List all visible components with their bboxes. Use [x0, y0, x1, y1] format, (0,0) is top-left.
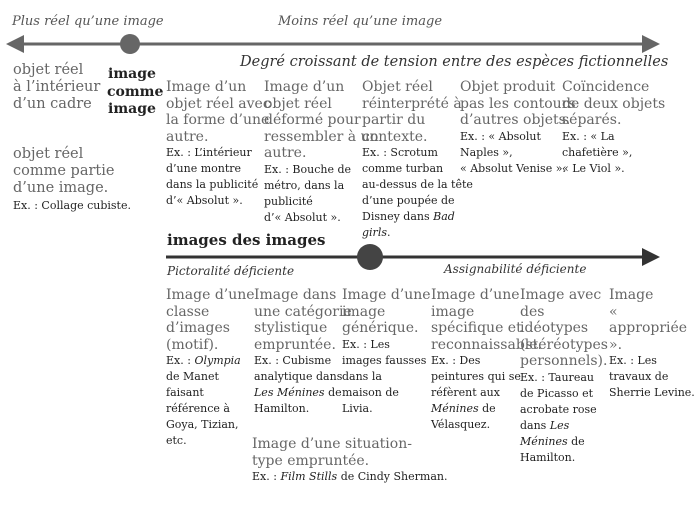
lower-column-text: image — [431, 303, 475, 320]
upper-column-text: séparés. — [562, 112, 622, 128]
upper-column-text: autre. — [264, 145, 307, 161]
lower-column-text: (motif). — [166, 336, 219, 353]
upper-column-example: Naples », — [460, 145, 513, 159]
left-item-2 — [13, 146, 131, 214]
upper-column-text: objet réel — [264, 95, 332, 112]
lower-column-example: Ménines de — [431, 402, 496, 415]
upper-column-example: Disney dans Bad — [362, 210, 455, 223]
upper-column-text: Image d’un — [264, 79, 345, 95]
image-comme-image-line: comme — [107, 83, 164, 100]
lower-column-example: Goya, Tizian, — [166, 418, 239, 431]
upper-column-text: objet réel avec — [166, 95, 271, 112]
lower-column-example: réfèrent aux — [431, 386, 500, 399]
image-comme-image-line: image — [108, 66, 156, 82]
pictoralite-label: Pictoralité déficiente — [167, 264, 295, 278]
lower-column-example: faisant — [166, 386, 204, 399]
upper-column-example: Ex. : « Absolut — [460, 129, 541, 143]
images-des-images-title: images des images — [167, 231, 326, 249]
image-comme-image — [107, 66, 164, 119]
lower-column-text: « appropriée ». — [609, 303, 688, 353]
lower-column-example: de Manet — [166, 370, 219, 383]
label-plus-reel: Plus réel qu’une image — [12, 14, 164, 29]
upper-column-text: autre. — [166, 128, 209, 145]
axis-title: Degré croissant de tension entre des espèces fictionnelles — [240, 54, 669, 70]
lower-column-text: personnels). — [520, 353, 608, 369]
lower-column-example: Ex. : Les — [609, 354, 657, 367]
upper-column — [562, 79, 665, 177]
upper-column — [166, 79, 271, 209]
lower-column — [166, 287, 255, 449]
upper-column-example: comme turban — [362, 162, 444, 175]
lower-column-text: image — [342, 303, 386, 320]
lower-column-example: travaux de — [609, 370, 669, 383]
lower-column-example: référence à — [166, 402, 230, 415]
lower-column — [609, 287, 700, 401]
left-item-2-example: Ex. : Collage cubiste. — [13, 199, 131, 212]
top-axis-left-arrowhead — [6, 35, 24, 53]
assignabilite-label: Assignabilité déficiente — [444, 262, 587, 276]
lower-column-text: (stéréotypes — [520, 336, 608, 353]
upper-column-text: ressembler à un — [264, 128, 379, 145]
upper-column-text: de deux objets — [562, 95, 666, 112]
upper-column-text: déformé pour — [264, 112, 361, 128]
upper-column-example: « Absolut Venise ». — [460, 161, 566, 175]
upper-column-example: dans la publicité — [166, 178, 259, 191]
lower-column-example: maison de — [342, 385, 399, 399]
left-item-2-line: comme partie — [13, 163, 115, 179]
left-item-1 — [13, 62, 100, 113]
situation-block — [252, 436, 447, 485]
upper-column-example: girls. — [362, 226, 391, 239]
lower-column-example: Hamilton. — [254, 402, 310, 415]
lower-column-example: de Picasso et — [520, 386, 594, 400]
lower-column-text: empruntée. — [254, 336, 336, 353]
upper-column-example: Ex. : Bouche de — [264, 162, 352, 176]
lower-column — [342, 287, 431, 417]
upper-column-text: réinterprété à — [362, 95, 462, 112]
upper-column-text: Objet réel — [362, 79, 433, 95]
lower-column-example: acrobate rose — [520, 402, 597, 416]
upper-column-example: métro, dans la — [264, 178, 345, 192]
left-item-1-line: objet réel — [13, 62, 84, 78]
upper-column-example: d’« Absolut ». — [166, 194, 243, 207]
lower-column-text: Image d’une — [431, 287, 520, 303]
upper-column-example: d’une montre — [166, 162, 242, 175]
lower-column — [520, 287, 608, 466]
upper-column-text: d’autres objets. — [460, 112, 571, 128]
label-moins-reel: Moins réel qu’une image — [278, 14, 443, 29]
upper-column-text: partir du — [362, 112, 426, 128]
left-item-2-line: objet réel — [13, 146, 84, 162]
lower-axis-arrowhead — [642, 248, 660, 266]
lower-column-example: dans Les — [520, 418, 570, 432]
lower-column-example: Ménines de — [520, 434, 585, 448]
upper-column-text: pas les contours — [460, 95, 576, 112]
upper-column-example: « Le Viol ». — [562, 161, 625, 175]
upper-column-text: Coïncidence — [562, 79, 650, 95]
lower-column-example: Ex. : Des — [431, 354, 481, 367]
left-item-2-line: d’une image. — [13, 180, 109, 196]
lower-column-example: Ex. : Les — [342, 337, 390, 351]
lower-column-text: Image — [609, 287, 654, 303]
upper-column-example: d’« Absolut ». — [264, 210, 341, 224]
situation-example: Ex. : Film Stills de Cindy Sherman. — [252, 470, 448, 483]
lower-column-example: Ex. : Olympia — [166, 354, 241, 367]
top-axis-right-arrowhead — [642, 35, 660, 53]
lower-column-text: d’images — [166, 320, 230, 336]
lower-column-text: stylistique — [254, 320, 328, 336]
lower-column-text: idéotypes — [520, 320, 589, 336]
upper-column-text: Objet produit — [460, 79, 556, 95]
lower-column-text: générique. — [342, 320, 419, 336]
upper-column-example: publicité — [264, 194, 313, 208]
top-axis-marker — [120, 34, 140, 54]
lower-column-text: Image d’une — [342, 287, 431, 303]
upper-column-text: contexte. — [362, 128, 428, 145]
lower-column-example: images fausses — [342, 353, 427, 367]
upper-column-example: Ex. : L’intérieur — [166, 146, 252, 159]
upper-column-example: d’une poupée de — [362, 194, 455, 207]
lower-column-text: des — [520, 303, 545, 320]
lower-column-example: dans la — [342, 369, 382, 383]
lower-column-example: Hamilton. — [520, 450, 576, 464]
left-item-1-line: à l’intérieur — [13, 79, 101, 95]
situation-line: type empruntée. — [252, 452, 370, 469]
situation-line: Image d’une situation- — [252, 436, 412, 452]
lower-column-text: classe — [166, 303, 210, 320]
lower-column-text: Image dans — [254, 287, 337, 303]
upper-column — [362, 79, 473, 241]
upper-column-text: Image d’un — [166, 79, 247, 95]
lower-column-example: etc. — [166, 434, 187, 447]
lower-column-example: Vélasquez. — [431, 418, 491, 431]
image-comme-image-line: image — [108, 101, 156, 117]
lower-column-text: spécifique et — [431, 320, 522, 336]
lower-column — [254, 287, 352, 417]
upper-column-example: Ex. : « La — [562, 129, 615, 143]
lower-column-example: Livia. — [342, 401, 373, 415]
lower-column-example: analytique dans — [254, 370, 343, 383]
lower-column-example: peintures qui se — [431, 370, 521, 383]
left-item-1-line: d’un cadre — [13, 96, 92, 112]
lower-column-example: Sherrie Levine. — [609, 386, 695, 399]
lower-column-text: Image d’une — [166, 287, 255, 303]
upper-column — [460, 79, 576, 177]
upper-column-example: au-dessus de la tête — [362, 178, 473, 191]
upper-column-example: chafetière », — [562, 145, 633, 159]
lower-axis-marker — [357, 244, 383, 270]
lower-column-example: Ex. : Taureau — [520, 370, 594, 384]
lower-column-text: reconnaissable. — [431, 336, 542, 353]
upper-column-example: Ex. : Scrotum — [362, 146, 438, 159]
upper-column-text: la forme d’une — [166, 112, 270, 128]
lower-column-example: Les Ménines de — [254, 386, 342, 399]
lower-column-text: une catégorie — [254, 303, 352, 320]
lower-column-text: Image avec — [520, 287, 602, 303]
lower-column-example: Ex. : Cubisme — [254, 354, 332, 367]
